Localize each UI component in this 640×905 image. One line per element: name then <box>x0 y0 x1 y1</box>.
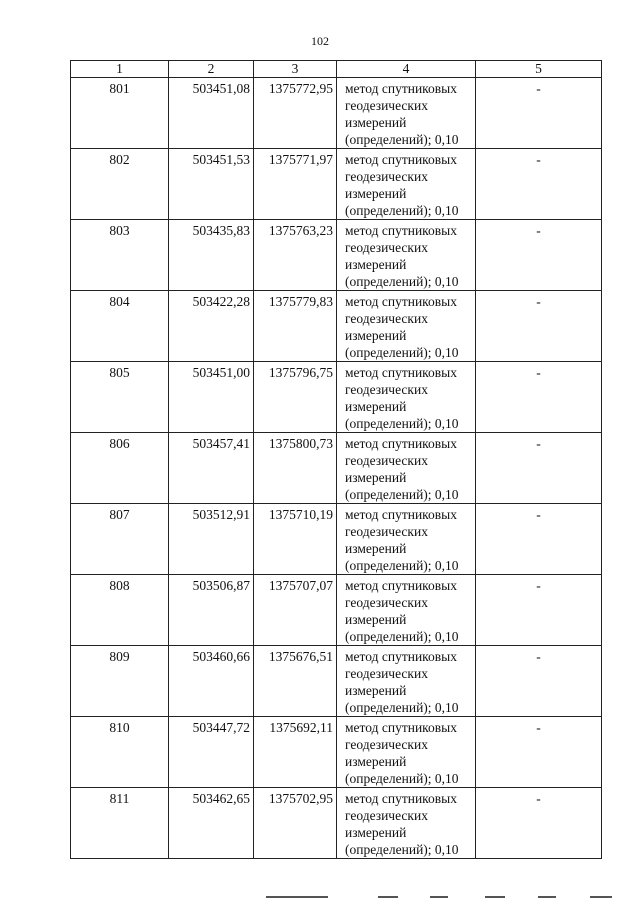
method-cell <box>337 717 476 788</box>
method-line: (определений); 0,10 <box>345 629 459 644</box>
method-line: геодезических <box>345 311 428 326</box>
method-line: метод спутниковых <box>345 436 457 451</box>
table-body <box>71 78 602 859</box>
column-header: 1 <box>71 61 169 78</box>
coordinate-y: 1375771,97 <box>254 149 337 220</box>
point-number: 808 <box>71 575 169 646</box>
method-line: измерений <box>345 470 407 485</box>
method-line: измерений <box>345 754 407 769</box>
method-cell <box>337 646 476 717</box>
coordinate-x: 503457,41 <box>169 433 254 504</box>
method-line: (определений); 0,10 <box>345 132 459 147</box>
coordinate-x: 503451,00 <box>169 362 254 433</box>
table-row <box>71 362 602 433</box>
method-cell <box>337 788 476 859</box>
method-line: геодезических <box>345 98 428 113</box>
coordinate-y: 1375763,23 <box>254 220 337 291</box>
point-number: 809 <box>71 646 169 717</box>
method-line: (определений); 0,10 <box>345 558 459 573</box>
note-cell: - <box>476 149 602 220</box>
method-line: метод спутниковых <box>345 507 457 522</box>
column-header: 2 <box>169 61 254 78</box>
point-number: 801 <box>71 78 169 149</box>
method-line: метод спутниковых <box>345 791 457 806</box>
method-line: метод спутниковых <box>345 720 457 735</box>
method-cell <box>337 575 476 646</box>
table-row <box>71 433 602 504</box>
table-row <box>71 575 602 646</box>
method-line: геодезических <box>345 808 428 823</box>
method-line: геодезических <box>345 453 428 468</box>
coordinate-y: 1375779,83 <box>254 291 337 362</box>
method-cell <box>337 220 476 291</box>
note-cell: - <box>476 78 602 149</box>
method-line: измерений <box>345 115 407 130</box>
method-line: (определений); 0,10 <box>345 771 459 786</box>
method-line: (определений); 0,10 <box>345 203 459 218</box>
note-cell: - <box>476 646 602 717</box>
method-line: геодезических <box>345 240 428 255</box>
method-cell <box>337 433 476 504</box>
column-header: 4 <box>337 61 476 78</box>
method-line: метод спутниковых <box>345 294 457 309</box>
method-line: геодезических <box>345 169 428 184</box>
coordinate-x: 503435,83 <box>169 220 254 291</box>
table-row <box>71 717 602 788</box>
method-line: измерений <box>345 683 407 698</box>
method-line: (определений); 0,10 <box>345 700 459 715</box>
method-line: (определений); 0,10 <box>345 274 459 289</box>
coordinate-y: 1375702,95 <box>254 788 337 859</box>
table-row <box>71 646 602 717</box>
method-line: метод спутниковых <box>345 223 457 238</box>
coordinate-x: 503512,91 <box>169 504 254 575</box>
method-line: измерений <box>345 186 407 201</box>
point-number: 804 <box>71 291 169 362</box>
method-cell <box>337 504 476 575</box>
table-row <box>71 504 602 575</box>
coordinate-x: 503462,65 <box>169 788 254 859</box>
column-header: 5 <box>476 61 602 78</box>
note-cell: - <box>476 575 602 646</box>
coordinate-y: 1375772,95 <box>254 78 337 149</box>
method-line: измерений <box>345 612 407 627</box>
method-line: измерений <box>345 328 407 343</box>
coordinates-table <box>70 60 602 859</box>
method-line: измерений <box>345 541 407 556</box>
point-number: 802 <box>71 149 169 220</box>
method-line: геодезических <box>345 382 428 397</box>
method-cell <box>337 149 476 220</box>
coordinate-y: 1375707,07 <box>254 575 337 646</box>
method-line: измерений <box>345 257 407 272</box>
method-line: геодезических <box>345 666 428 681</box>
point-number: 803 <box>71 220 169 291</box>
method-cell <box>337 291 476 362</box>
table-row <box>71 220 602 291</box>
method-line: метод спутниковых <box>345 81 457 96</box>
method-line: (определений); 0,10 <box>345 487 459 502</box>
method-line: (определений); 0,10 <box>345 416 459 431</box>
method-cell <box>337 362 476 433</box>
note-cell: - <box>476 362 602 433</box>
note-cell: - <box>476 788 602 859</box>
note-cell: - <box>476 291 602 362</box>
method-line: метод спутниковых <box>345 649 457 664</box>
coordinate-x: 503506,87 <box>169 575 254 646</box>
method-line: геодезических <box>345 595 428 610</box>
note-cell: - <box>476 433 602 504</box>
method-cell <box>337 78 476 149</box>
method-line: метод спутниковых <box>345 365 457 380</box>
coordinate-y: 1375676,51 <box>254 646 337 717</box>
method-line: (определений); 0,10 <box>345 842 459 857</box>
table-header-row <box>71 61 602 78</box>
method-line: (определений); 0,10 <box>345 345 459 360</box>
coordinate-x: 503460,66 <box>169 646 254 717</box>
coordinate-x: 503451,53 <box>169 149 254 220</box>
coordinate-y: 1375796,75 <box>254 362 337 433</box>
method-line: геодезических <box>345 737 428 752</box>
method-line: геодезических <box>345 524 428 539</box>
point-number: 811 <box>71 788 169 859</box>
point-number: 807 <box>71 504 169 575</box>
page-number: 102 <box>311 34 329 48</box>
coordinate-x: 503422,28 <box>169 291 254 362</box>
note-cell: - <box>476 220 602 291</box>
note-cell: - <box>476 717 602 788</box>
coordinate-y: 1375710,19 <box>254 504 337 575</box>
coordinate-x: 503451,08 <box>169 78 254 149</box>
note-cell: - <box>476 504 602 575</box>
table-row <box>71 78 602 149</box>
point-number: 805 <box>71 362 169 433</box>
table-row <box>71 788 602 859</box>
column-header: 3 <box>254 61 337 78</box>
table-row <box>71 291 602 362</box>
point-number: 806 <box>71 433 169 504</box>
method-line: измерений <box>345 399 407 414</box>
coordinate-x: 503447,72 <box>169 717 254 788</box>
method-line: метод спутниковых <box>345 578 457 593</box>
table-row <box>71 149 602 220</box>
method-line: метод спутниковых <box>345 152 457 167</box>
footer-scan-marks <box>260 896 640 899</box>
coordinate-y: 1375800,73 <box>254 433 337 504</box>
point-number: 810 <box>71 717 169 788</box>
method-line: измерений <box>345 825 407 840</box>
coordinate-y: 1375692,11 <box>254 717 337 788</box>
